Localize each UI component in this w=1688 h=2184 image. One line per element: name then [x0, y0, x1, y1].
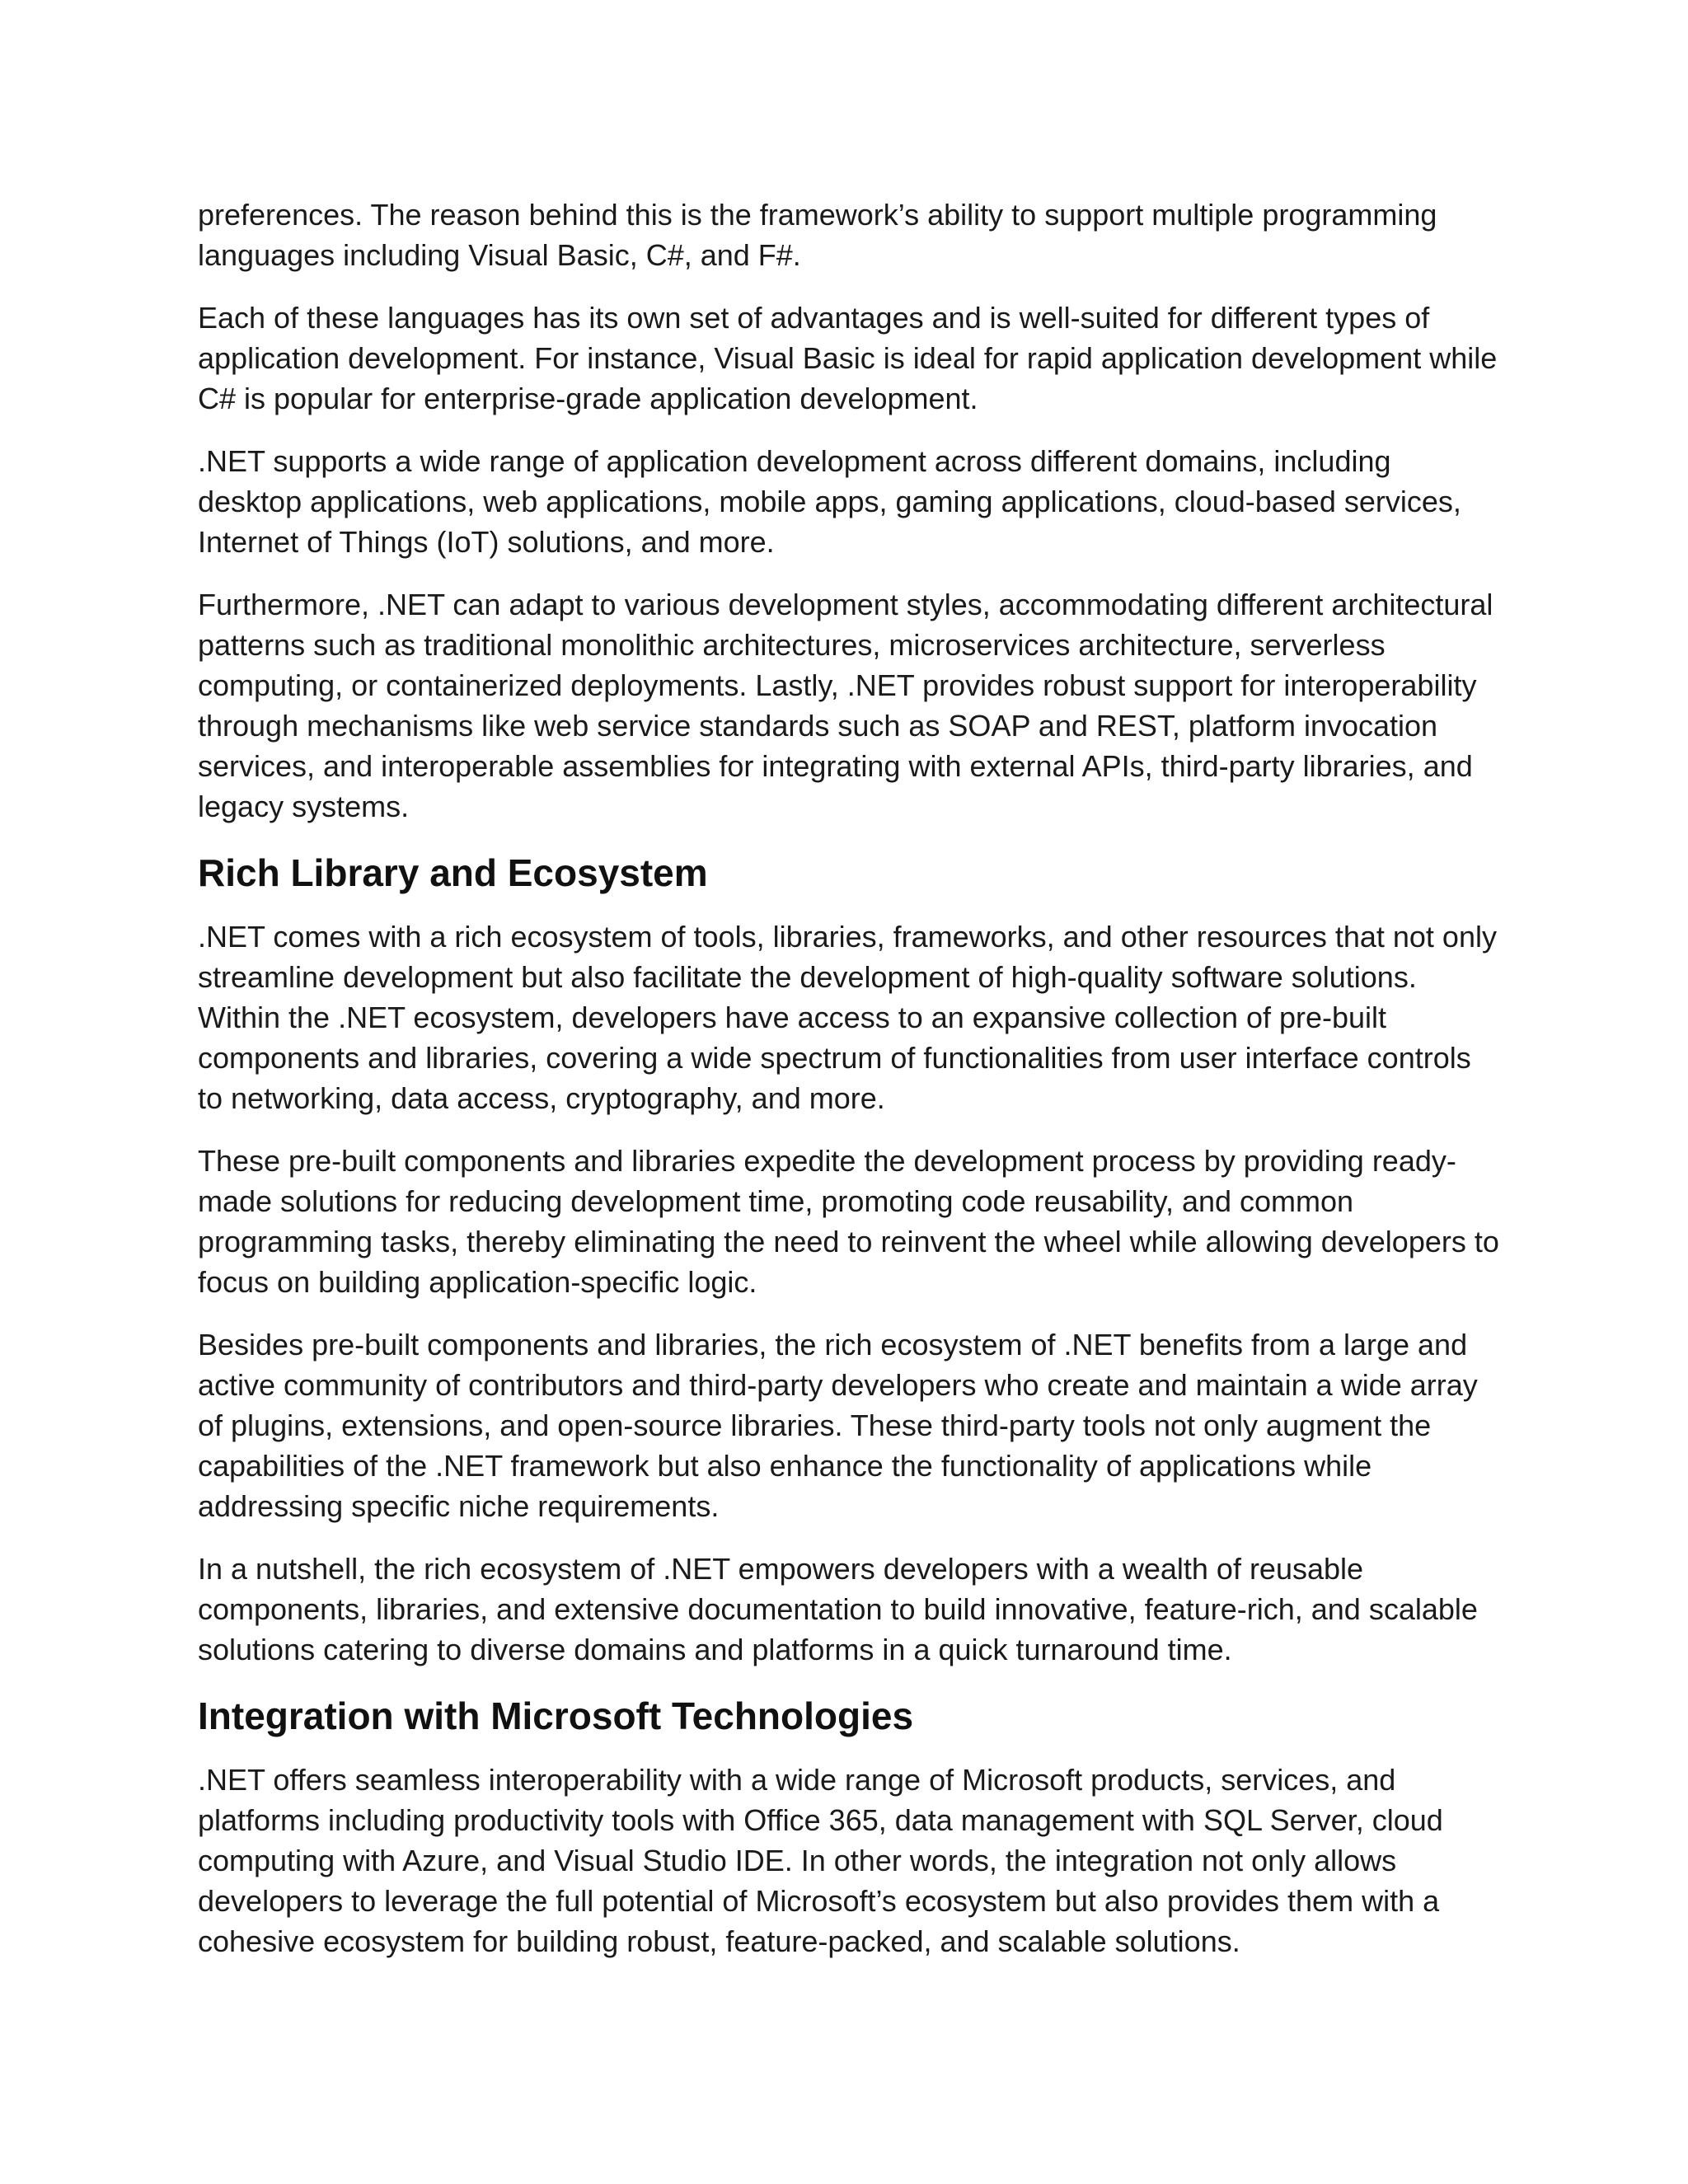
paragraph: Furthermore, .NET can adapt to various development styles, accommodating different architectural patterns such as traditional monolithic architectures, microservices architecture, serverless computing, or containerized deployments. Lastly, .NET provides robust support for interoperability through mechanisms like web service standards such as SOAP and REST, platform invocation services, and interoperable assemblies for integrating with external APIs, third-party libraries, and legacy systems.: [198, 588, 1493, 823]
paragraph: .NET offers seamless interoperability with a wide range of Microsoft products, services, and platforms including productivity tools with Office 365, data management with SQL Server, cloud computing with Azure, and Visual Studio IDE. In other words, the integration not only allows developers to leverage the full potential of Microsoft’s ecosystem but also provides them with a cohesive ecosystem for building robust, feature-packed, and scalable solutions.: [198, 1763, 1443, 1958]
document-body: [198, 194, 1500, 1984]
paragraph: Each of these languages has its own set of advantages and is well-suited for different types of application development. For instance, Visual Basic is ideal for rapid application development while C# is popular for enterprise-grade application development.: [198, 301, 1498, 415]
paragraph: Besides pre-built components and libraries, the rich ecosystem of .NET benefits from a large and active community of contributors and third-party developers who create and maintain a wide array of plugins, extensions, and open-source libraries. These third-party tools not only augment the capabilities of the .NET framework but also enhance the functionality of applications while addressing specific niche requirements.: [198, 1328, 1478, 1523]
paragraph: .NET supports a wide range of application development across different domains, including desktop applications, web applications, mobile apps, gaming applications, cloud-based services, Internet of Things (IoT) solutions, and more.: [198, 444, 1461, 559]
section-heading-integration: Integration with Microsoft Technologies: [198, 1694, 914, 1737]
paragraph: preferences. The reason behind this is the framework’s ability to support multiple programming languages including Visual Basic, C#, and F#.: [198, 198, 1437, 272]
paragraph: .NET comes with a rich ecosystem of tools, libraries, frameworks, and other resources that not only streamline development but also facilitate the development of high-quality software solutions. Within the .NET ecosystem, developers have access to an expansive collection of pre-built components and libraries, covering a wide spectrum of functionalities from user interface controls to networking, data access, cryptography, and more.: [198, 920, 1497, 1115]
paragraph: These pre-built components and libraries expedite the development process by providing ready-made solutions for reducing development time, promoting code reusability, and common programming tasks, thereby eliminating the need to reinvent the wheel while allowing developers to focus on building application-specific logic.: [198, 1144, 1499, 1299]
paragraph: In a nutshell, the rich ecosystem of .NET empowers developers with a wealth of reusable components, libraries, and extensive documentation to build innovative, feature-rich, and scalable solutions catering to diverse domains and platforms in a quick turnaround time.: [198, 1552, 1478, 1666]
section-heading-rich-library: Rich Library and Ecosystem: [198, 851, 708, 894]
